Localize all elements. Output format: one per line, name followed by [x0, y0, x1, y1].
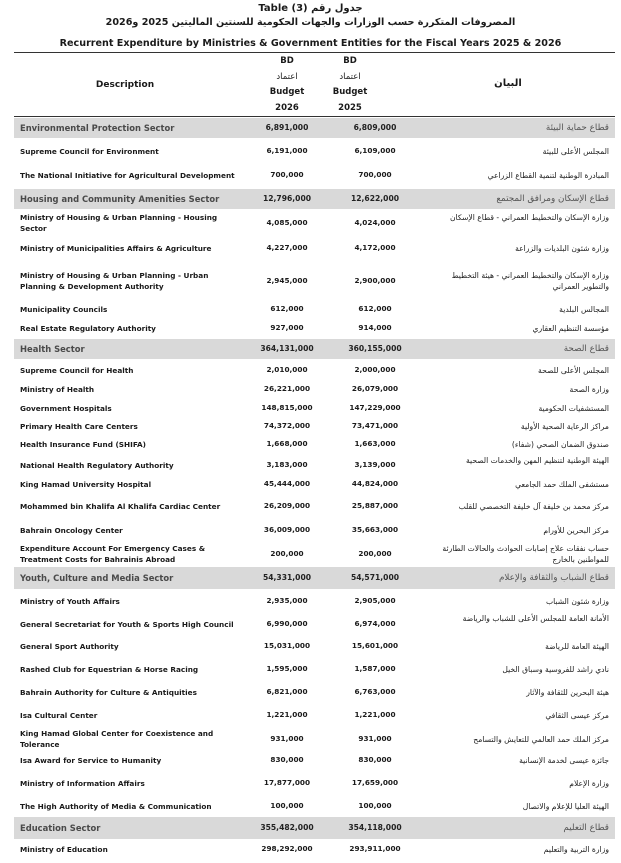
row-arabic-description: قطاع الإسكان ومرافق المجتمع	[496, 193, 609, 204]
budget-label-2026: Budget	[269, 87, 305, 97]
value-2025: 6,763,000	[354, 687, 396, 696]
row-description: Environmental Protection Sector	[20, 122, 175, 133]
row-arabic-description: مراكز الرعاية الصحية الأولية	[520, 421, 609, 431]
table-row	[14, 772, 615, 794]
value-2026: 931,000	[270, 734, 304, 743]
value-2025: 15,601,000	[351, 641, 399, 650]
row-description: Bahrain Oncology Center	[20, 525, 123, 535]
row-description: Youth, Culture and Media Sector	[20, 572, 174, 583]
value-2025: 1,663,000	[354, 439, 396, 448]
sector-row	[14, 118, 615, 138]
row-arabic-description: المجلس الأعلى للبيئة	[542, 146, 609, 156]
value-2025: 700,000	[358, 170, 392, 179]
value-2025: 147,229,000	[349, 403, 401, 412]
row-description: Isa Award for Service to Humanity	[20, 755, 162, 765]
table-row	[14, 399, 615, 417]
value-2026: 2,010,000	[266, 365, 308, 374]
row-description: Ministry of Municipalities Affairs & Agriculture	[20, 243, 212, 253]
row-description: Ministry of Housing & Urban Planning - Urban Planning & Development Authority	[20, 271, 209, 291]
sector-row	[14, 567, 615, 589]
row-arabic-description: وزارة التربية والتعليم	[543, 844, 609, 854]
value-2025: 2,900,000	[354, 276, 396, 285]
row-description: Mohammed bin Khalifa Al Khalifa Cardiac Center	[20, 501, 221, 511]
value-2025: 26,079,000	[351, 384, 399, 393]
value-2025: 2,905,000	[354, 596, 396, 605]
value-2026: 612,000	[270, 304, 304, 313]
value-2026: 200,000	[270, 549, 304, 558]
value-2026: 2,935,000	[266, 596, 308, 605]
row-description: Primary Health Care Centers	[20, 421, 138, 431]
row-arabic-description: الأمانة العامة للمجلس الأعلى للشباب والرياضة	[462, 614, 609, 623]
value-2026: 364,131,000	[260, 344, 314, 353]
value-2026: 3,183,000	[266, 460, 308, 469]
value-2025: 4,172,000	[354, 243, 396, 252]
row-arabic-description: قطاع الصحة	[563, 343, 609, 354]
row-description: Government Hospitals	[20, 403, 112, 413]
arabic-2025: اعتماد	[339, 72, 361, 82]
row-description: The High Authority of Media & Communication	[20, 801, 212, 811]
row-arabic-description: مركز عيسى الثقافي	[545, 710, 609, 720]
value-2026: 15,031,000	[263, 641, 311, 650]
table-row	[14, 704, 615, 726]
row-description: Housing and Community Amenities Sector	[20, 193, 220, 204]
table-row	[14, 455, 615, 475]
value-2026: 100,000	[270, 801, 304, 810]
value-2025: 1,221,000	[354, 710, 396, 719]
value-2026: 6,891,000	[265, 123, 309, 132]
row-arabic-description: الهيئة العليا للإعلام والاتصال	[522, 801, 609, 811]
row-description: The National Initiative for Agricultural Development	[20, 170, 235, 180]
value-2026: 1,595,000	[266, 664, 308, 673]
value-2025: 1,587,000	[354, 664, 396, 673]
value-2026: 4,227,000	[266, 243, 308, 252]
row-arabic-description: وزارة الإسكان والتخطيط العمراني - هيئة التخطيط والتطوير العمراني	[451, 271, 609, 291]
value-2025: 25,887,000	[351, 501, 399, 510]
row-description: Municipality Councils	[20, 304, 108, 314]
arabic-column-header: البيان	[494, 78, 522, 89]
value-2026: 17,877,000	[263, 778, 311, 787]
row-arabic-description: وزارة الإعلام	[569, 778, 609, 788]
row-arabic-description: وزارة الصحة	[569, 384, 609, 394]
row-arabic-description: قطاع الشباب والثقافة والإعلام	[498, 572, 609, 583]
row-description: Bahrain Authority for Culture & Antiquities	[20, 687, 197, 697]
row-arabic-description: مؤسسة التنظيم العقاري	[532, 323, 609, 333]
value-2025: 914,000	[358, 323, 392, 332]
table-row	[14, 238, 615, 258]
value-2025: 200,000	[358, 549, 392, 558]
value-2026: 700,000	[270, 170, 304, 179]
row-description: General Secretariat for Youth & Sports High Council	[20, 619, 234, 629]
row-arabic-description: مركز البحرين للأورام	[543, 525, 609, 535]
row-arabic-description: المجالس البلدية	[559, 304, 609, 314]
header-bottom-rule	[14, 116, 615, 117]
table-row	[14, 266, 615, 296]
value-2026: 26,221,000	[263, 384, 311, 393]
table-row	[14, 417, 615, 435]
row-arabic-description: وزارة الإسكان والتخطيط العمراني - قطاع الإسكان	[449, 213, 609, 222]
row-arabic-description: الهيئة العامة للرياضة	[545, 641, 609, 651]
table-row	[14, 681, 615, 703]
value-2026: 298,292,000	[261, 844, 313, 853]
description-column-header: Description	[95, 80, 155, 90]
value-2025: 44,824,000	[351, 479, 399, 488]
value-2026: 2,945,000	[266, 276, 308, 285]
row-description: Expenditure Account For Emergency Cases & Treatment Costs for Bahrainis Abroad	[20, 544, 206, 564]
row-description: Isa Cultural Center	[20, 710, 98, 720]
row-description: Supreme Council for Environment	[20, 146, 159, 156]
value-2026: 4,085,000	[266, 218, 308, 227]
row-description: Real Estate Regulatory Authority	[20, 323, 156, 333]
row-description: Ministry of Health	[20, 384, 95, 394]
row-arabic-description: هيئة البحرين للثقافة والآثار	[526, 687, 609, 697]
table-row	[14, 726, 615, 752]
row-arabic-description: مستشفى الملك حمد الجامعي	[515, 479, 609, 489]
currency-2025: BD	[343, 56, 357, 66]
table-row	[14, 590, 615, 612]
table-row	[14, 750, 615, 770]
row-arabic-description: المجلس الأعلى للصحة	[538, 365, 609, 375]
table-row	[14, 541, 615, 567]
table-row	[14, 795, 615, 817]
value-2025: 6,974,000	[354, 619, 396, 628]
row-description: Ministry of Housing & Urban Planning - Housing Sector	[20, 213, 218, 233]
table-label: Table (3) جدول رقم	[258, 3, 363, 14]
value-2026: 355,482,000	[260, 823, 314, 832]
value-2025: 35,663,000	[351, 525, 399, 534]
table-row	[14, 613, 615, 635]
title-arabic: المصروفات المتكررة حسب الوزارات والجهات الحكومية للسنتين الماليتين 2025 و2026	[105, 17, 516, 28]
row-arabic-description: وزارة شئون الشباب	[545, 596, 609, 606]
row-description: Ministry of Information Affairs	[20, 778, 145, 788]
sector-row	[14, 339, 615, 359]
row-arabic-description: جائزة عيسى لخدمة الإنسانية	[519, 755, 609, 765]
row-arabic-description: المستشفيات الحكومية	[538, 403, 609, 413]
year-2025: 2025	[338, 103, 362, 113]
value-2025: 830,000	[358, 755, 392, 764]
table-row	[14, 495, 615, 517]
table-row	[14, 520, 615, 540]
row-description: Rashed Club for Equestrian & Horse Racing	[20, 664, 199, 674]
value-2025: 100,000	[358, 801, 392, 810]
row-description: Ministry of Education	[20, 844, 108, 854]
value-2026: 6,821,000	[266, 687, 308, 696]
arabic-2026: اعتماد	[276, 72, 298, 82]
table-row	[14, 838, 615, 860]
value-2025: 293,911,000	[349, 844, 401, 853]
value-2025: 6,809,000	[353, 123, 397, 132]
row-arabic-description: قطاع التعليم	[563, 822, 609, 833]
header-top-rule	[14, 52, 615, 53]
row-description: General Sport Authority	[20, 641, 119, 651]
table-row	[14, 211, 615, 235]
row-arabic-description: الهيئة الوطنية لتنظيم المهن والخدمات الصحية	[465, 456, 609, 465]
currency-2026: BD	[280, 56, 294, 66]
table-row	[14, 474, 615, 494]
table-row	[14, 435, 615, 453]
value-2025: 612,000	[358, 304, 392, 313]
row-arabic-description: حساب نفقات علاج إصابات الحوادث والحالات الطارئة للمواطنين بالخارج	[442, 544, 609, 564]
value-2025: 2,000,000	[354, 365, 396, 374]
value-2026: 1,668,000	[266, 439, 308, 448]
row-arabic-description: صندوق الضمان الصحي (شفاء)	[511, 439, 609, 449]
value-2026: 830,000	[270, 755, 304, 764]
table-row	[14, 319, 615, 337]
table-row	[14, 380, 615, 398]
value-2026: 6,191,000	[266, 146, 308, 155]
value-2026: 74,372,000	[263, 421, 311, 430]
value-2025: 354,118,000	[348, 823, 402, 832]
value-2026: 45,444,000	[263, 479, 311, 488]
value-2025: 12,622,000	[350, 194, 400, 203]
row-arabic-description: وزارة شئون البلديات والزراعة	[515, 243, 609, 253]
value-2026: 6,990,000	[266, 619, 308, 628]
row-arabic-description: قطاع حماية البيئة	[545, 122, 609, 133]
table-row	[14, 165, 615, 185]
value-2026: 148,815,000	[261, 403, 313, 412]
value-2025: 3,139,000	[354, 460, 396, 469]
year-2026: 2026	[275, 103, 299, 113]
table-row	[14, 635, 615, 657]
sector-row	[14, 817, 615, 839]
value-2025: 73,471,000	[351, 421, 399, 430]
budget-label-2025: Budget	[332, 87, 368, 97]
row-description: Health Sector	[20, 343, 85, 354]
row-arabic-description: نادي راشد للفروسية وسباق الخيل	[502, 664, 609, 674]
table-row	[14, 361, 615, 379]
row-description: Education Sector	[20, 822, 101, 833]
value-2026: 1,221,000	[266, 710, 308, 719]
row-description: Health Insurance Fund (SHIFA)	[20, 439, 146, 449]
title-english: Recurrent Expenditure by Ministries & Government Entities for the Fiscal Years 2025 & 2026	[59, 38, 562, 49]
value-2025: 17,659,000	[351, 778, 399, 787]
value-2026: 54,331,000	[262, 573, 312, 582]
value-2025: 4,024,000	[354, 218, 396, 227]
value-2025: 360,155,000	[348, 344, 402, 353]
row-description: Ministry of Youth Affairs	[20, 596, 120, 606]
row-description: Supreme Council for Health	[20, 365, 134, 375]
row-description: National Health Regulatory Authority	[20, 460, 174, 470]
row-arabic-description: المبادرة الوطنية لتنمية القطاع الزراعي	[487, 170, 609, 180]
value-2025: 6,109,000	[354, 146, 396, 155]
table-row	[14, 658, 615, 680]
table-row	[14, 300, 615, 318]
value-2026: 26,209,000	[263, 501, 311, 510]
table-row	[14, 141, 615, 161]
row-arabic-description: مركز محمد بن خليفة آل خليفة التخصصي للقلب	[458, 501, 609, 511]
sector-row	[14, 189, 615, 209]
value-2026: 12,796,000	[262, 194, 312, 203]
row-description: King Hamad University Hospital	[20, 479, 152, 489]
value-2025: 931,000	[358, 734, 392, 743]
row-description: King Hamad Global Center for Coexistence and Tolerance	[20, 729, 214, 749]
value-2026: 927,000	[270, 323, 304, 332]
value-2025: 54,571,000	[350, 573, 400, 582]
row-arabic-description: مركز الملك حمد العالمي للتعايش والتسامح	[473, 734, 609, 744]
value-2026: 36,009,000	[263, 525, 311, 534]
